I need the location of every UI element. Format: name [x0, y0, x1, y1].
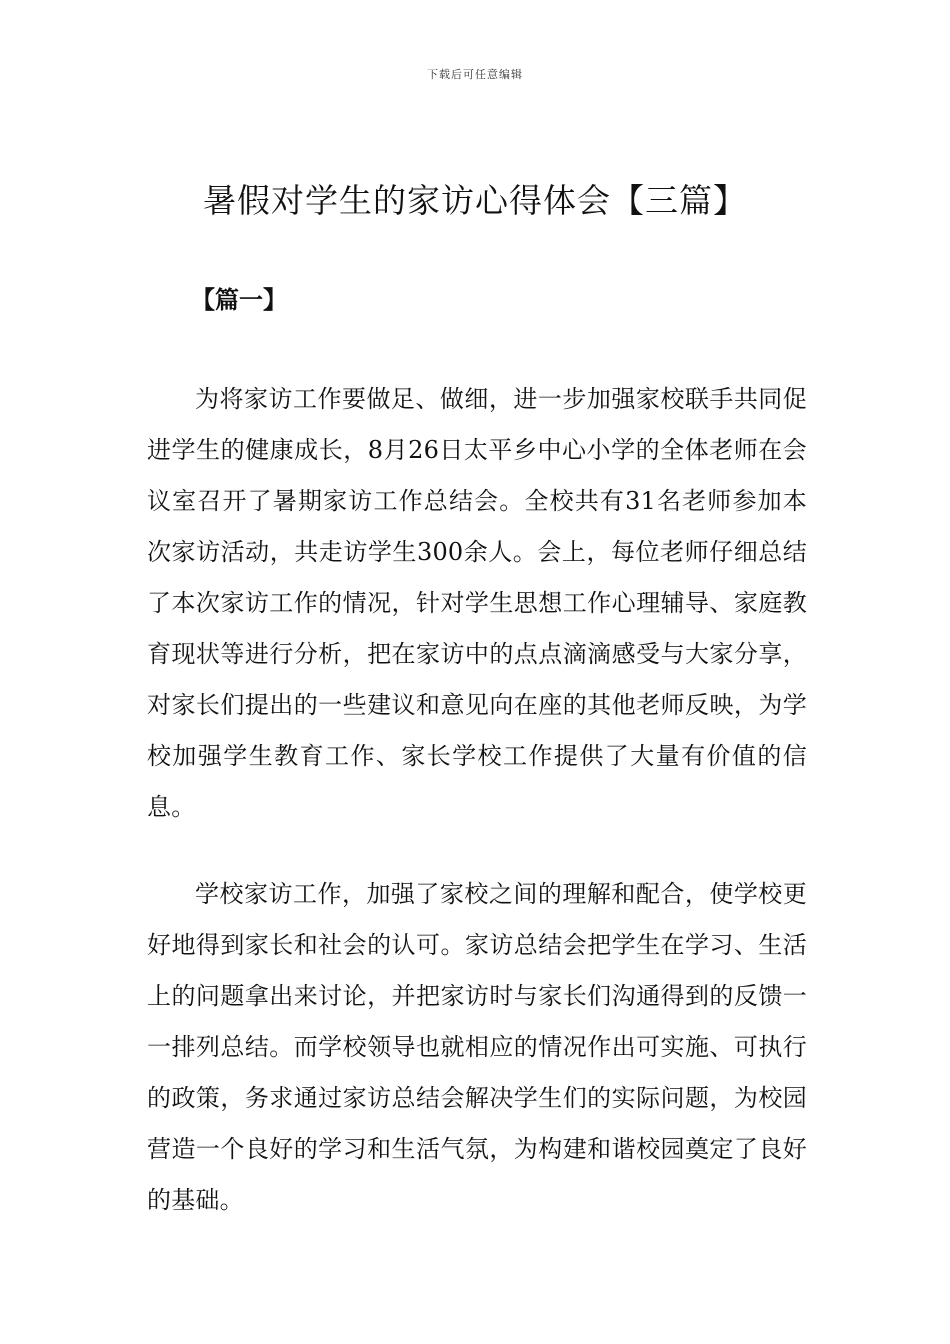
- body-paragraph-2: 学校家访工作，加强了家校之间的理解和配合，使学校更好地得到家长和社会的认可。家访总结会把学生在学习、生活上的问题拿出来讨论，并把家访时与家长们沟通得到的反馈一一排列总结。而学校领导也就相应的情况作出可实施、可执行的政策，务求通过家访总结会解决学生们的实际问题，为校园营造一个良好的学习和生活气氛，为构建和谐校园奠定了良好的基础。: [147, 880, 807, 1214]
- header-note: 下载后可任意编辑: [427, 68, 523, 81]
- document-title: 暑假对学生的家访心得体会【三篇】: [203, 181, 747, 220]
- body-paragraph-1: 为将家访工作要做足、做细，进一步加强家校联手共同促进学生的健康成长，8月26日太平乡中心小学的全体老师在会议室召开了暑期家访工作总结会。全校共有31名老师参加本次家访活动，共走访学生300余人。会上，每位老师仔细总结了本次家访工作的情况，针对学生思想工作心理辅导、家庭教育现状等进行分析，把在家访中的点点滴滴感受与大家分享，对家长们提出的一些建议和意见向在座的其他老师反映，为学校加强学生教育工作、家长学校工作提供了大量有价值的信息。: [147, 385, 807, 821]
- section-heading: 【篇一】: [191, 285, 287, 314]
